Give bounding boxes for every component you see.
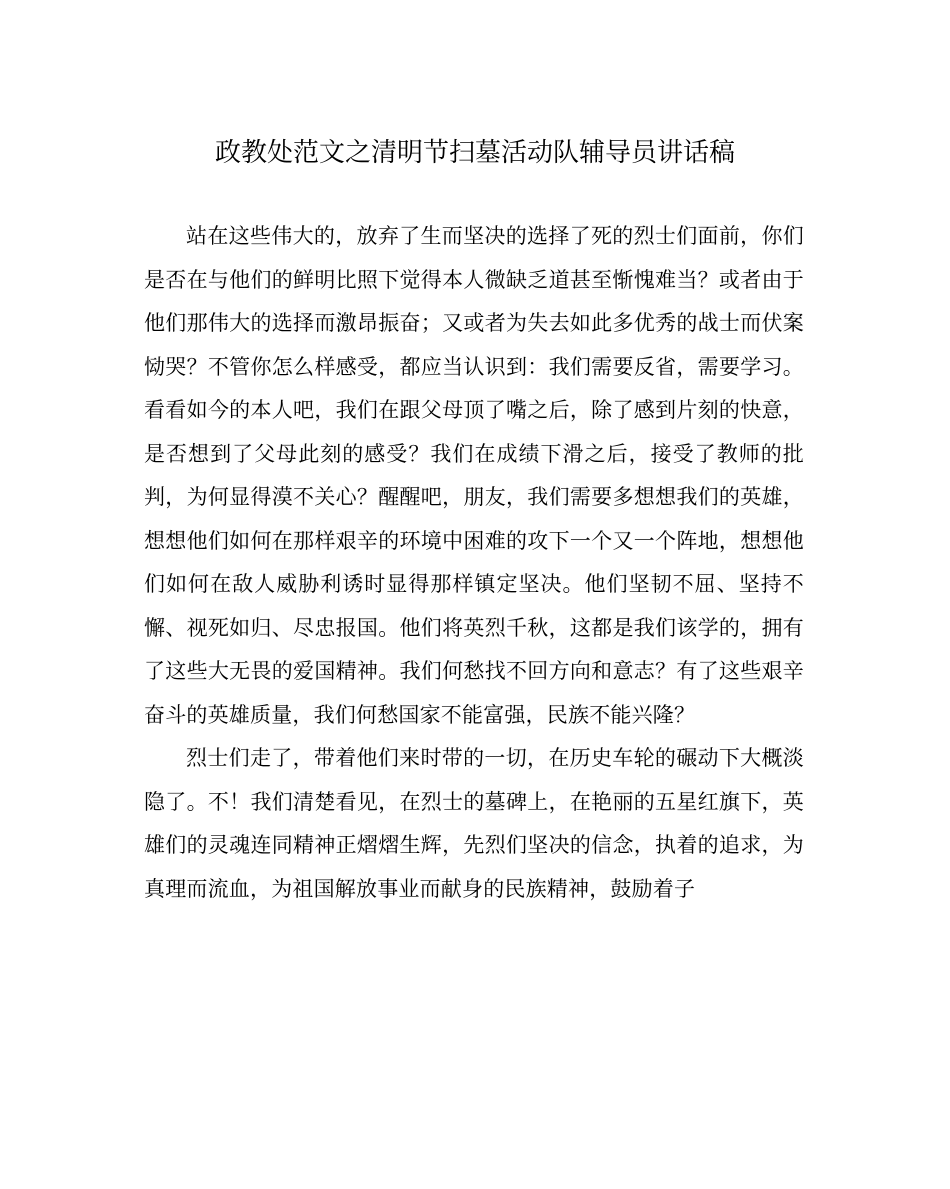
document-body [144, 215, 804, 911]
document-title: 政教处范文之清明节扫墓活动队辅导员讲话稿 [214, 138, 735, 168]
paragraph-2: 烈士们走了，带着他们来时带的一切，在历史车轮的碾动下大概淡隐了。不！我们清楚看见，在烈士的墓碑上，在艳丽的五星红旗下，英雄们的灵魂连同精神正熠熠生辉，先烈们坚决的信念，执着的追求，为真理而流血，为祖国解放事业而献身的民族精神，鼓励着子 [144, 746, 804, 901]
paragraph-1: 站在这些伟大的，放弃了生而坚决的选择了死的烈士们面前，你们是否在与他们的鲜明比照下觉得本人微缺乏道甚至惭愧难当？或者由于他们那伟大的选择而激昂振奋；又或者为失去如此多优秀的战士而伏案恸哭？不管你怎么样感受，都应当认识到：我们需要反省，需要学习。看看如今的本人吧，我们在跟父母顶了嘴之后，除了感到片刻的快意，是否想到了父母此刻的感受？我们在成绩下滑之后，接受了教师的批判，为何显得漠不关心？醒醒吧，朋友，我们需要多想想我们的英雄，想想他们如何在那样艰辛的环境中困难的攻下一个又一个阵地，想想他们如何在敌人威胁利诱时显得那样镇定坚决。他们坚韧不屈、坚持不懈、视死如归、尽忠报国。他们将英烈千秋，这都是我们该学的，拥有了这些大无畏的爱国精神。我们何愁找不回方向和意志？有了这些艰辛奋斗的英雄质量，我们何愁国家不能富强，民族不能兴隆？ [144, 224, 804, 727]
